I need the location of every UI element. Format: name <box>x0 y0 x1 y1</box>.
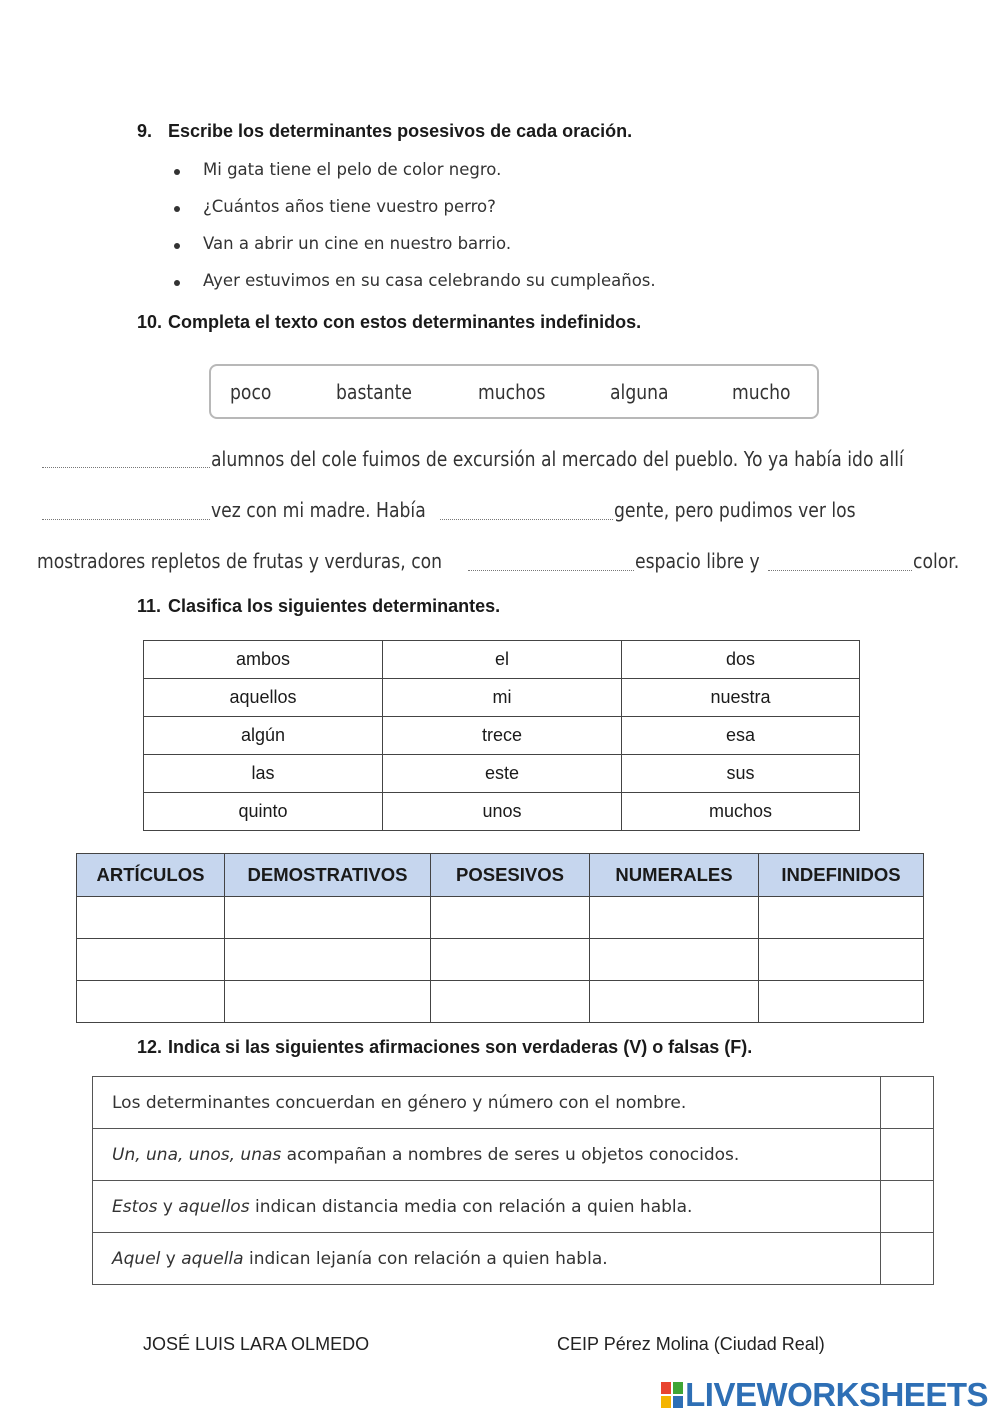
table-cell: muchos <box>622 793 860 831</box>
q12-title: Indica si las siguientes afirmaciones son verdaderas (V) o falsas (F). <box>168 1037 753 1057</box>
answer-cell[interactable] <box>225 897 431 939</box>
logo-text: LIVEWORKSHEETS <box>685 1376 988 1413</box>
table-row <box>77 897 924 939</box>
answer-cell[interactable] <box>431 981 590 1023</box>
answer-cell[interactable] <box>759 981 924 1023</box>
table-row <box>144 717 860 755</box>
table-cell: esa <box>622 717 860 755</box>
logo-square <box>661 1396 671 1408</box>
table-row <box>144 641 860 679</box>
table-row <box>77 939 924 981</box>
answer-box[interactable] <box>881 1129 934 1181</box>
answer-cell[interactable] <box>77 939 225 981</box>
answer-cell[interactable] <box>431 897 590 939</box>
column-header-articulos: ARTÍCULOS <box>77 854 225 897</box>
answer-box[interactable] <box>881 1181 934 1233</box>
logo-square <box>673 1396 683 1408</box>
q9-title: Escribe los determinantes posesivos de cada oración. <box>168 121 633 141</box>
answer-cell[interactable] <box>590 939 759 981</box>
statement-italic-2: aquella <box>181 1248 244 1269</box>
q9-heading <box>137 121 632 142</box>
table-cell: unos <box>383 793 622 831</box>
q9-sentence-list <box>173 160 656 308</box>
list-item: Mi gata tiene el pelo de color negro. <box>173 160 656 197</box>
table-cell: el <box>383 641 622 679</box>
answer-box[interactable] <box>881 1077 934 1129</box>
statement-italic: Estos <box>112 1196 158 1217</box>
answer-cell[interactable] <box>759 939 924 981</box>
q10-number: 10. <box>137 312 163 332</box>
text-line-3c: color. <box>913 549 960 573</box>
table-cell: este <box>383 755 622 793</box>
answer-cell[interactable] <box>77 981 225 1023</box>
list-item: ¿Cuántos años tiene vuestro perro? <box>173 197 656 234</box>
blank-3[interactable] <box>440 519 613 520</box>
table-header-row <box>77 854 924 897</box>
q12-number: 12. <box>137 1037 163 1057</box>
classification-table <box>76 853 924 1023</box>
statement-mid: y <box>160 1248 182 1269</box>
table-row <box>144 679 860 717</box>
list-item: Van a abrir un cine en nuestro barrio. <box>173 234 656 271</box>
blank-2[interactable] <box>42 519 210 520</box>
table-cell: dos <box>622 641 860 679</box>
blank-1[interactable] <box>42 467 210 468</box>
statement-cell <box>93 1233 881 1285</box>
answer-cell[interactable] <box>590 981 759 1023</box>
text-line-2b: gente, pero pudimos ver los <box>614 498 856 522</box>
statement-italic: Aquel <box>112 1248 161 1269</box>
word-bank-item: bastante <box>336 380 412 404</box>
statement-mid: y <box>157 1196 179 1217</box>
table-row <box>93 1129 934 1181</box>
table-cell: mi <box>383 679 622 717</box>
logo-square <box>673 1382 683 1394</box>
logo-square <box>661 1382 671 1394</box>
footer-author: JOSÉ LUIS LARA OLMEDO <box>143 1334 370 1354</box>
table-row <box>93 1181 934 1233</box>
answer-cell[interactable] <box>431 939 590 981</box>
table-cell: sus <box>622 755 860 793</box>
blank-5[interactable] <box>768 570 912 571</box>
text-line-2a: vez con mi madre. Había <box>211 498 426 522</box>
statement-italic: Un, una, unos, unas <box>112 1144 282 1165</box>
q11-number: 11. <box>137 596 162 616</box>
text-line-3b: espacio libre y <box>635 549 760 573</box>
table-cell: quinto <box>144 793 383 831</box>
word-bank-item: poco <box>230 380 272 404</box>
footer-school: CEIP Pérez Molina (Ciudad Real) <box>557 1334 825 1354</box>
logo-mark-icon <box>661 1382 683 1408</box>
q10-heading <box>137 312 641 333</box>
table-row <box>144 793 860 831</box>
statement-text: indican lejanía con relación a quien habla. <box>243 1248 608 1269</box>
statement-cell <box>93 1077 881 1129</box>
list-item: Ayer estuvimos en su casa celebrando su cumpleaños. <box>173 271 656 308</box>
table-cell: ambos <box>144 641 383 679</box>
determiners-table <box>143 640 860 831</box>
column-header-indefinidos: INDEFINIDOS <box>759 854 924 897</box>
blank-4[interactable] <box>468 570 634 571</box>
table-cell: aquellos <box>144 679 383 717</box>
table-row <box>93 1233 934 1285</box>
answer-cell[interactable] <box>77 897 225 939</box>
q11-title: Clasifica los siguientes determinantes. <box>168 596 501 616</box>
answer-cell[interactable] <box>759 897 924 939</box>
column-header-demostrativos: DEMOSTRATIVOS <box>225 854 431 897</box>
statement-text: Los determinantes concuerdan en género y número con el nombre. <box>112 1092 687 1113</box>
q11-heading <box>137 596 500 617</box>
statement-italic-2: aquellos <box>178 1196 250 1217</box>
word-bank-item: alguna <box>610 380 669 404</box>
column-header-posesivos: POSESIVOS <box>431 854 590 897</box>
answer-cell[interactable] <box>225 981 431 1023</box>
statement-text: acompañan a nombres de seres u objetos conocidos. <box>281 1144 740 1165</box>
table-row <box>93 1077 934 1129</box>
table-cell: algún <box>144 717 383 755</box>
table-row <box>77 981 924 1023</box>
table-cell: las <box>144 755 383 793</box>
answer-cell[interactable] <box>225 939 431 981</box>
word-bank-item: mucho <box>732 380 791 404</box>
q12-heading <box>137 1037 752 1058</box>
true-false-table <box>92 1076 934 1285</box>
q10-title: Completa el texto con estos determinantes indefinidos. <box>168 312 642 332</box>
word-bank-item: muchos <box>478 380 546 404</box>
answer-box[interactable] <box>881 1233 934 1285</box>
table-cell: trece <box>383 717 622 755</box>
table-row <box>144 755 860 793</box>
answer-cell[interactable] <box>590 897 759 939</box>
statement-cell <box>93 1181 881 1233</box>
text-line-3a: mostradores repletos de frutas y verduras, con <box>37 549 443 573</box>
column-header-numerales: NUMERALES <box>590 854 759 897</box>
q9-number: 9. <box>137 121 153 141</box>
text-line-1: alumnos del cole fuimos de excursión al mercado del pueblo. Yo ya había ido allí <box>211 447 904 471</box>
table-cell: nuestra <box>622 679 860 717</box>
word-bank <box>209 364 819 419</box>
statement-cell <box>93 1129 881 1181</box>
liveworksheets-logo <box>661 1376 988 1414</box>
statement-text: indican distancia media con relación a quien habla. <box>249 1196 693 1217</box>
